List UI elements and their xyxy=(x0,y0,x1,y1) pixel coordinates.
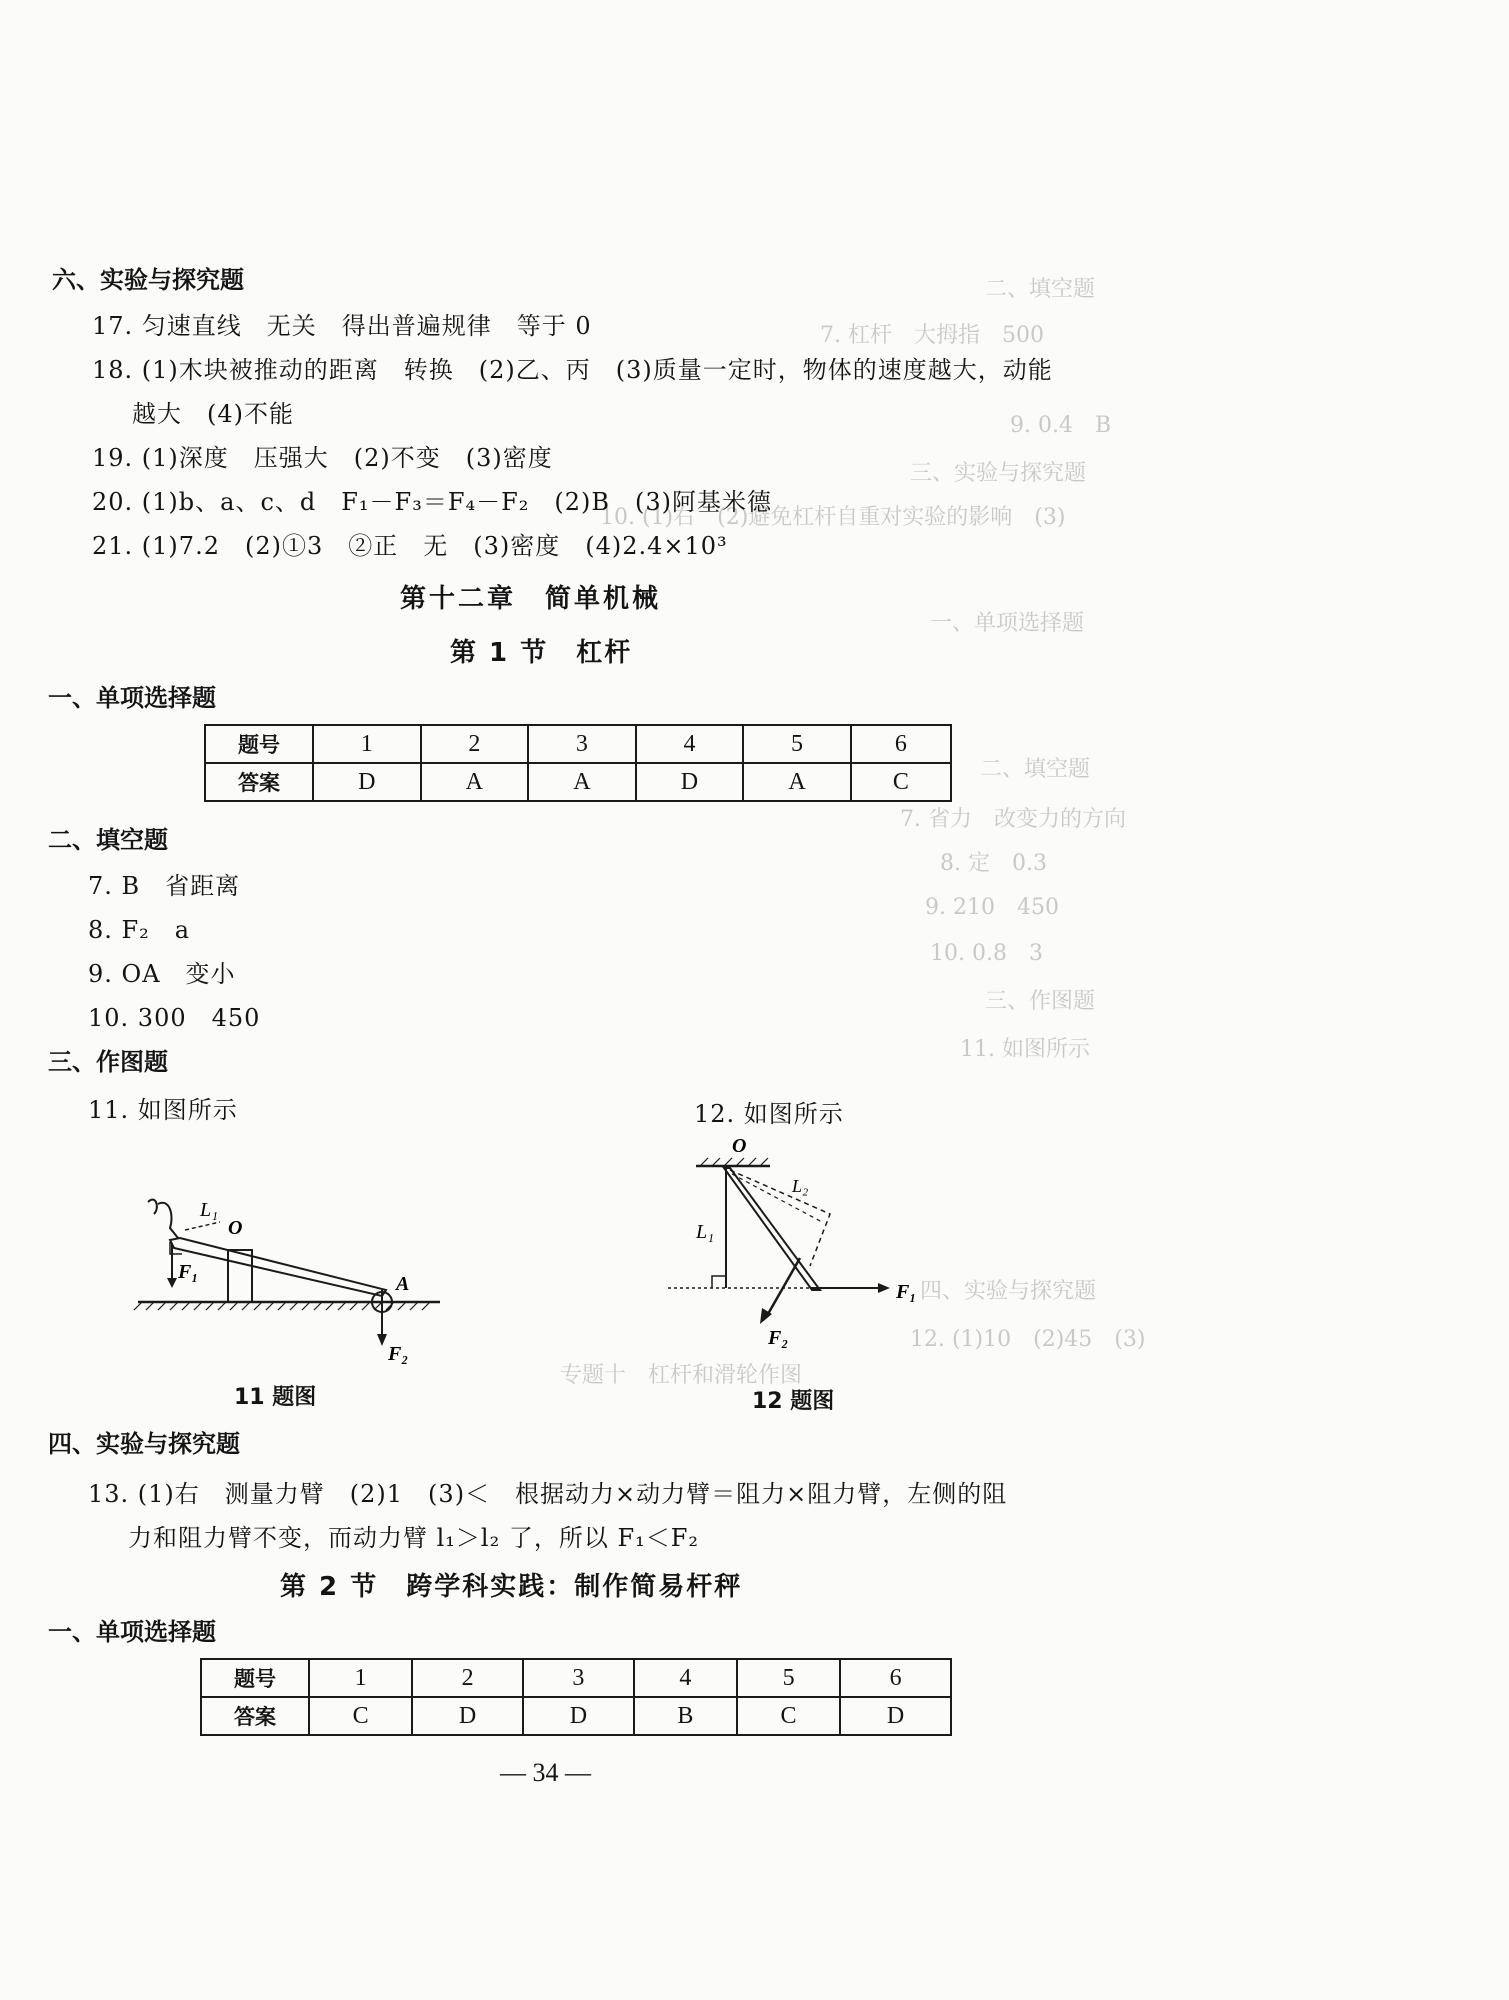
table-header-label: 题号 xyxy=(201,1659,309,1697)
table-row xyxy=(205,725,951,763)
section-heading: 一、单项选择题 xyxy=(48,1618,216,1646)
table-cell: 5 xyxy=(743,725,851,763)
answer-line: 11. 如图所示 xyxy=(88,1096,238,1124)
answer-line: 19. (1)深度 压强大 (2)不变 (3)密度 xyxy=(92,444,553,472)
answer-line: 12. 如图所示 xyxy=(694,1100,844,1128)
section-heading: 二、填空题 xyxy=(48,826,168,854)
table-cell: 5 xyxy=(737,1659,840,1697)
ghost-text: 12. (1)10 (2)45 (3) xyxy=(910,1327,1146,1352)
figure-caption: 11 题图 xyxy=(234,1385,317,1410)
table-cell: 1 xyxy=(313,725,421,763)
figure-11-lever xyxy=(130,1190,460,1370)
fig12-label-f2: F₂ xyxy=(768,1327,789,1349)
ghost-text: 9. 210 450 xyxy=(925,895,1059,920)
ghost-text: 专题十 杠杆和滑轮作图 xyxy=(560,1363,803,1388)
table-cell: C xyxy=(737,1697,840,1735)
table-cell: D xyxy=(412,1697,523,1735)
section-heading: 一、单项选择题 xyxy=(48,684,216,712)
table-cell: 3 xyxy=(523,1659,634,1697)
fig11-label-a: A xyxy=(396,1273,410,1295)
answer-line: 18. (1)木块被推动的距离 转换 (2)乙、丙 (3)质量一定时，物体的速度越大，动能 xyxy=(92,356,1053,384)
table-cell: A xyxy=(743,763,851,801)
table-cell: A xyxy=(528,763,636,801)
table-cell: 2 xyxy=(421,725,529,763)
table-cell: 2 xyxy=(412,1659,523,1697)
answer-table-1 xyxy=(204,724,952,802)
answer-line: 7. B 省距离 xyxy=(88,872,241,900)
table-cell: 4 xyxy=(636,725,744,763)
table-row xyxy=(205,763,951,801)
answer-line: 力和阻力臂不变，而动力臂 l₁＞l₂ 了，所以 F₁＜F₂ xyxy=(128,1524,700,1552)
section-title: 第 1 节 杠杆 xyxy=(450,638,633,668)
answer-table-2 xyxy=(200,1658,952,1736)
fig11-label-f2: F₂ xyxy=(388,1343,409,1365)
table-cell: D xyxy=(313,763,421,801)
ghost-text: 二、填空题 xyxy=(985,277,1096,302)
table-cell: 6 xyxy=(840,1659,951,1697)
section-title: 第 2 节 跨学科实践：制作简易杆秤 xyxy=(280,1572,743,1602)
ghost-text: 三、作图题 xyxy=(985,989,1096,1014)
table-cell: 4 xyxy=(634,1659,737,1697)
ghost-text: 二、填空题 xyxy=(980,757,1091,782)
table-header-label: 题号 xyxy=(205,725,313,763)
table-cell: C xyxy=(309,1697,412,1735)
fig11-label-o: O xyxy=(228,1217,243,1239)
table-cell: D xyxy=(840,1697,951,1735)
fig12-label-o: O xyxy=(732,1135,747,1157)
fig11-label-f1: F₁ xyxy=(178,1261,199,1283)
answer-line: 13. (1)右 测量力臂 (2)1 (3)＜ 根据动力×动力臂＝阻力×阻力臂，左侧的阻 xyxy=(88,1480,1008,1508)
ghost-text: 一、单项选择题 xyxy=(930,611,1085,636)
chapter-title: 第十二章 简单机械 xyxy=(400,584,662,614)
ghost-text: 11. 如图所示 xyxy=(960,1037,1090,1062)
section-heading: 六、实验与探究题 xyxy=(52,266,244,294)
answer-line: 17. 匀速直线 无关 得出普遍规律 等于 0 xyxy=(92,312,592,340)
table-cell: D xyxy=(523,1697,634,1735)
section-heading: 四、实验与探究题 xyxy=(48,1430,240,1458)
table-cell: 1 xyxy=(309,1659,412,1697)
table-cell: A xyxy=(421,763,529,801)
section-heading: 三、作图题 xyxy=(48,1048,168,1076)
ghost-text: 四、实验与探究题 xyxy=(920,1279,1097,1304)
fig12-label-l2: L₂ xyxy=(792,1176,809,1196)
table-answer-label: 答案 xyxy=(201,1697,309,1735)
ghost-text: 7. 省力 改变力的方向 xyxy=(900,807,1126,832)
answer-line: 10. 300 450 xyxy=(88,1004,261,1032)
answer-line: 9. OA 变小 xyxy=(88,960,236,988)
table-cell: D xyxy=(636,763,744,801)
ghost-text: 7. 杠杆 大拇指 500 xyxy=(820,323,1044,348)
ghost-text: 9. 0.4 B xyxy=(1010,413,1112,438)
table-cell: C xyxy=(851,763,951,801)
answer-line: 21. (1)7.2 (2)①3 ②正 无 (3)密度 (4)2.4×10³ xyxy=(92,532,728,560)
ghost-text: 8. 定 0.3 xyxy=(940,851,1047,876)
table-answer-label: 答案 xyxy=(205,763,313,801)
table-cell: 6 xyxy=(851,725,951,763)
fig11-label-l1: L₁ xyxy=(200,1199,219,1221)
answer-line: 8. F₂ a xyxy=(88,916,191,944)
page-number: — 34 — xyxy=(500,1758,591,1787)
table-cell: 3 xyxy=(528,725,636,763)
answer-line: 20. (1)b、a、c、d F₁－F₃＝F₄－F₂ (2)B (3)阿基米德 xyxy=(92,488,772,516)
figure-12-lever xyxy=(660,1130,930,1350)
ghost-text: 10. 0.8 3 xyxy=(930,941,1043,966)
table-cell: B xyxy=(634,1697,737,1735)
ghost-text: 三、实验与探究题 xyxy=(910,461,1087,486)
table-row xyxy=(201,1659,951,1697)
figure-caption: 12 题图 xyxy=(752,1389,835,1414)
fig12-label-f1: F₁ xyxy=(896,1281,917,1303)
ghost-text: 10. (1)右 (2)避免杠杆自重对实验的影响 (3) xyxy=(600,505,1066,530)
table-row xyxy=(201,1697,951,1735)
fig12-label-l1: L₁ xyxy=(696,1221,715,1243)
answer-line: 越大 (4)不能 xyxy=(132,400,294,428)
